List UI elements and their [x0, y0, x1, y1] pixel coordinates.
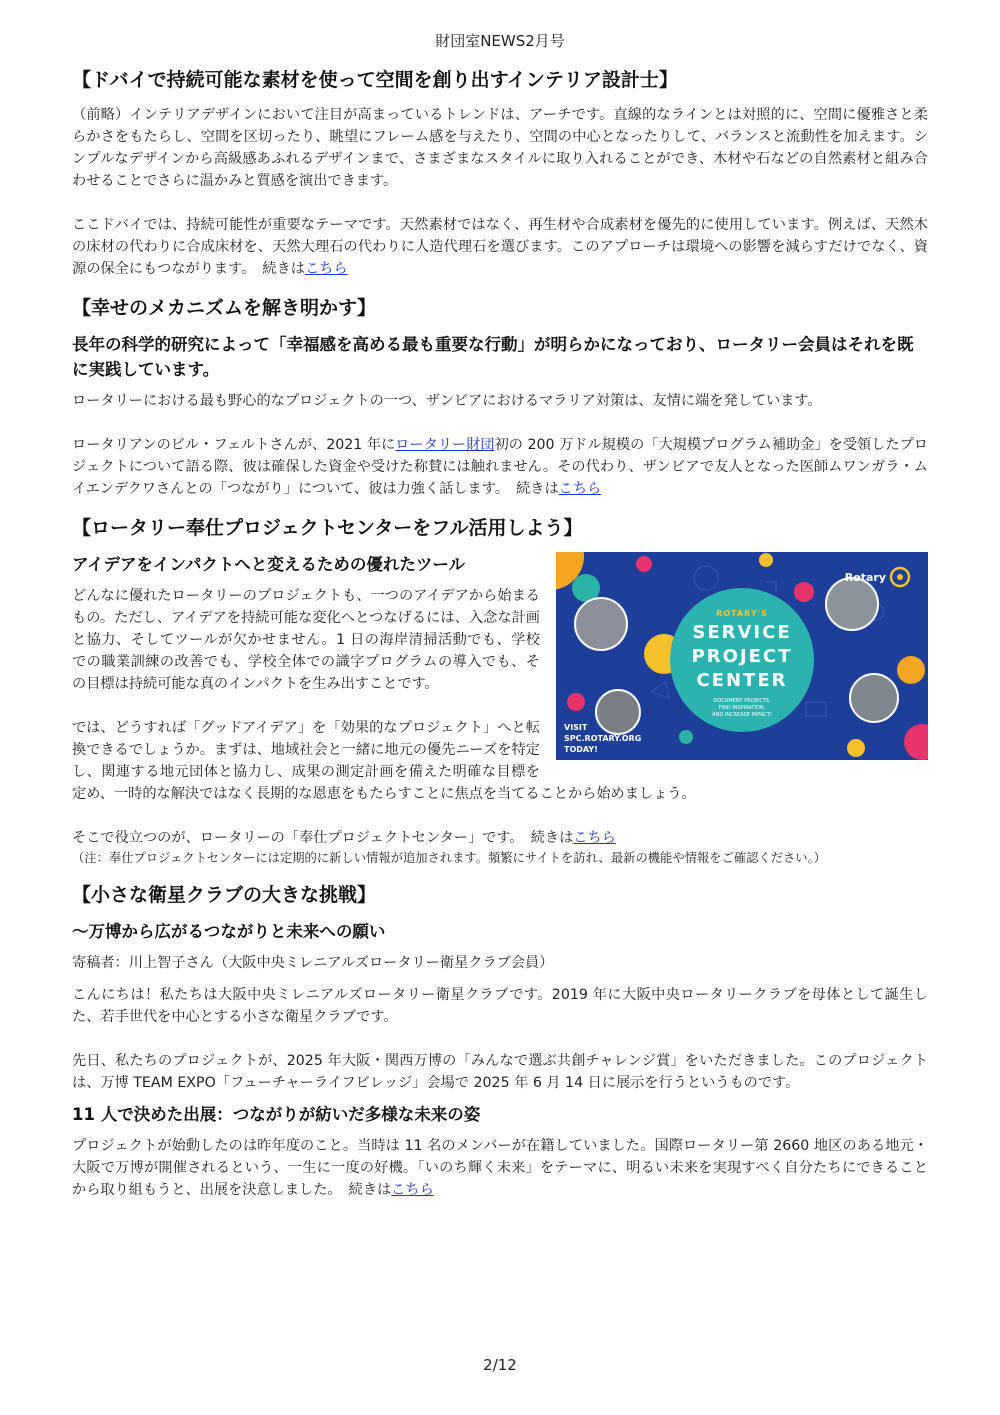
page-header: 財団室NEWS2月号	[435, 32, 565, 50]
deco-circle	[897, 656, 925, 684]
article-subheading: 長年の科学的研究によって「幸福感を高める最も重要な行動」が明らかになっており、ロータリー会員はそれを既に実践しています。	[72, 335, 914, 379]
article-heading: 【ドバイで持続可能な素材を使って空間を創り出すインテリア設計士】	[72, 69, 678, 91]
paragraph-text: プロジェクトが始動したのは昨年度のこと。当時は 11 名のメンバーが在籍していました。国際ロータリー第 2660 地区のある地元・大阪で万博が開催されるという、一生に一度の好機。「いのち輝く未来」をテーマに、明るい未来を実現すべく自分たちにできることから取り組もうと、出展を決意しました。	[72, 1138, 928, 1198]
deco-circle	[636, 556, 652, 572]
paragraph-text: ロータリアンのビル・フェルトさんが、2021 年に	[72, 437, 396, 453]
read-more-text: 続きは	[501, 481, 559, 497]
banner-visit: VISIT	[564, 723, 588, 732]
newsletter-content	[72, 66, 928, 1215]
banner-tagline: AND INCREASE IMPACT!	[712, 712, 772, 718]
paragraph: ロータリーにおける最も野心的なプロジェクトの一つ、ザンビアにおけるマラリア対策は、友情に端を発しています。	[72, 393, 822, 409]
paragraph-text: そこで役立つのが、ロータリーの「奉仕プロジェクトセンター」です。	[72, 830, 517, 846]
paragraph	[72, 1135, 928, 1201]
read-more-link[interactable]: こちら	[391, 1182, 434, 1198]
paragraph	[72, 214, 928, 280]
read-more-text: 続きは	[516, 830, 574, 846]
photo-circle	[850, 674, 898, 722]
read-more-text: 続きは	[334, 1182, 392, 1198]
paragraph: どんなに優れたロータリーのプロジェクトも、一つのアイデアから始まるもの。ただし、アイデアを持続可能な変化へとつなげるには、入念な計画と協力、そしてツールが欠かせません。1 日の海岸清掃活動でも、学校での職業訓練の改善でも、学校全体での識字プログラムの導入でも、その目標は持続可能な真のインパクトを生み出すことです。	[72, 588, 540, 692]
rotary-wheel-hub	[897, 574, 903, 580]
paragraph	[72, 434, 928, 500]
banner-line3: PROJECT	[691, 646, 793, 667]
paragraph-text: ここドバイでは、持続可能性が重要なテーマです。天然素材ではなく、再生材や合成素材を優先的に使用しています。例えば、天然木の床材の代わりに合成床材を、天然大理石の代わりに人造代理石を選びます。このアプローチは環境への影響を減らすだけでなく、資源の保全にもつながります。	[72, 217, 928, 277]
banner-line2: SERVICE	[692, 622, 792, 643]
author-credit: 寄稿者：川上智子さん（大阪中央ミレニアルズロータリー衛星クラブ会員）	[72, 955, 554, 971]
banner-tagline: FIND INSPIRATION,	[718, 705, 766, 711]
paragraph-text: 初の 200 万ドル規模の「大規模プログラム補助金」を受領したプロジェクトについて語る際、彼は確保した資金や受けた称賛には触れません。その代わり、ザンビアで友人となった医師ムワンガラ・ムイエンデクワさんとの「つながり」について、彼は力強く話します。	[72, 437, 928, 497]
banner-tagline: DOCUMENT PROJECTS,	[713, 698, 771, 704]
article-subheading: 11 人で決めた出展：つながりが紡いだ多様な未来の姿	[72, 1105, 481, 1124]
footnote: （注：奉仕プロジェクトセンターには定期的に新しい情報が追加されます。頻繁にサイトを訪れ、最新の機能や情報をご確認ください。）	[72, 851, 827, 865]
paragraph: 先日、私たちのプロジェクトが、2025 年大阪・関西万博の「みんなで選ぶ共創チャレンジ賞」をいただきました。このプロジェクトは、万博 TEAM EXPO「フューチャーライフビレッジ」会場で 2025 年 6 月 14 日に展示を行うというものです。	[72, 1053, 928, 1091]
read-more-link[interactable]: こちら	[558, 481, 602, 497]
article-subheading: ～万博から広がるつながりと未来への願い	[72, 922, 386, 941]
read-more-text: 続きは	[248, 261, 305, 277]
banner-line1: ROTARY'S	[716, 609, 768, 618]
deco-circle	[567, 693, 585, 711]
article-heading: 【小さな衛星クラブの大きな挑戦】	[72, 884, 377, 906]
banner-visit: SPC.ROTARY.ORG	[564, 734, 642, 743]
photo-circle	[826, 578, 878, 630]
article-heading: 【ロータリー奉仕プロジェクトセンターをフル活用しよう】	[72, 517, 583, 539]
deco-circle	[759, 553, 773, 567]
deco-circle	[679, 730, 693, 744]
read-more-link[interactable]: こちら	[304, 261, 348, 277]
read-more-link[interactable]: こちら	[573, 830, 616, 846]
article-satellite-club	[72, 881, 928, 1201]
paragraph: こんにちは！私たちは大阪中央ミレニアルズロータリー衛星クラブです。2019 年に大阪中央ロータリークラブを母体として誕生した、若手世代を中心とする小さな衛星クラブです。	[72, 987, 928, 1025]
deco-circle	[794, 582, 814, 602]
page-number: 2/12	[483, 1356, 517, 1374]
rotary-foundation-link[interactable]: ロータリー財団	[395, 437, 495, 453]
banner-visit: TODAY!	[564, 745, 598, 754]
article-heading: 【幸せのメカニズムを解き明かす】	[72, 297, 377, 319]
deco-circle	[847, 739, 865, 757]
article-happiness	[72, 294, 928, 500]
article-service-project-center	[72, 514, 928, 867]
rotary-logo-text: Rotary	[844, 571, 886, 584]
article-dubai	[72, 66, 928, 280]
service-project-center-banner[interactable]	[556, 552, 928, 760]
photo-circle	[575, 598, 627, 650]
paragraph	[72, 827, 928, 849]
banner-line4: CENTER	[696, 670, 788, 691]
photo-circle	[596, 690, 640, 734]
article-subheading: アイデアをインパクトへと変えるための優れたツール	[72, 555, 466, 574]
paragraph: では、どうすれば「グッドアイデア」を「効果的なプロジェクト」へと転換できるでしょうか。まずは、地域社会と一緒に地元の優先ニーズを特定し、関連する地元団体と協力し、成果の測定計画を備えた明確な目標を定め、一時的な解決ではなく長期的な恩恵をもたらすことに焦点を当てることから始めましょう。	[72, 720, 696, 802]
paragraph: （前略）インテリアデザインにおいて注目が高まっているトレンドは、アーチです。直線的なラインとは対照的に、空間に優雅さと柔らかさをもたらし、空間を区切ったり、眺望にフレーム感を与えたり、空間の中心となったりして、バランスと流動性を加えます。シンプルなデザインから高級感あふれるデザインまで、さまざまなスタイルに取り入れることができ、木材や石などの自然素材と組み合わせることでさらに温かみと質感を演出できます。	[72, 107, 928, 189]
